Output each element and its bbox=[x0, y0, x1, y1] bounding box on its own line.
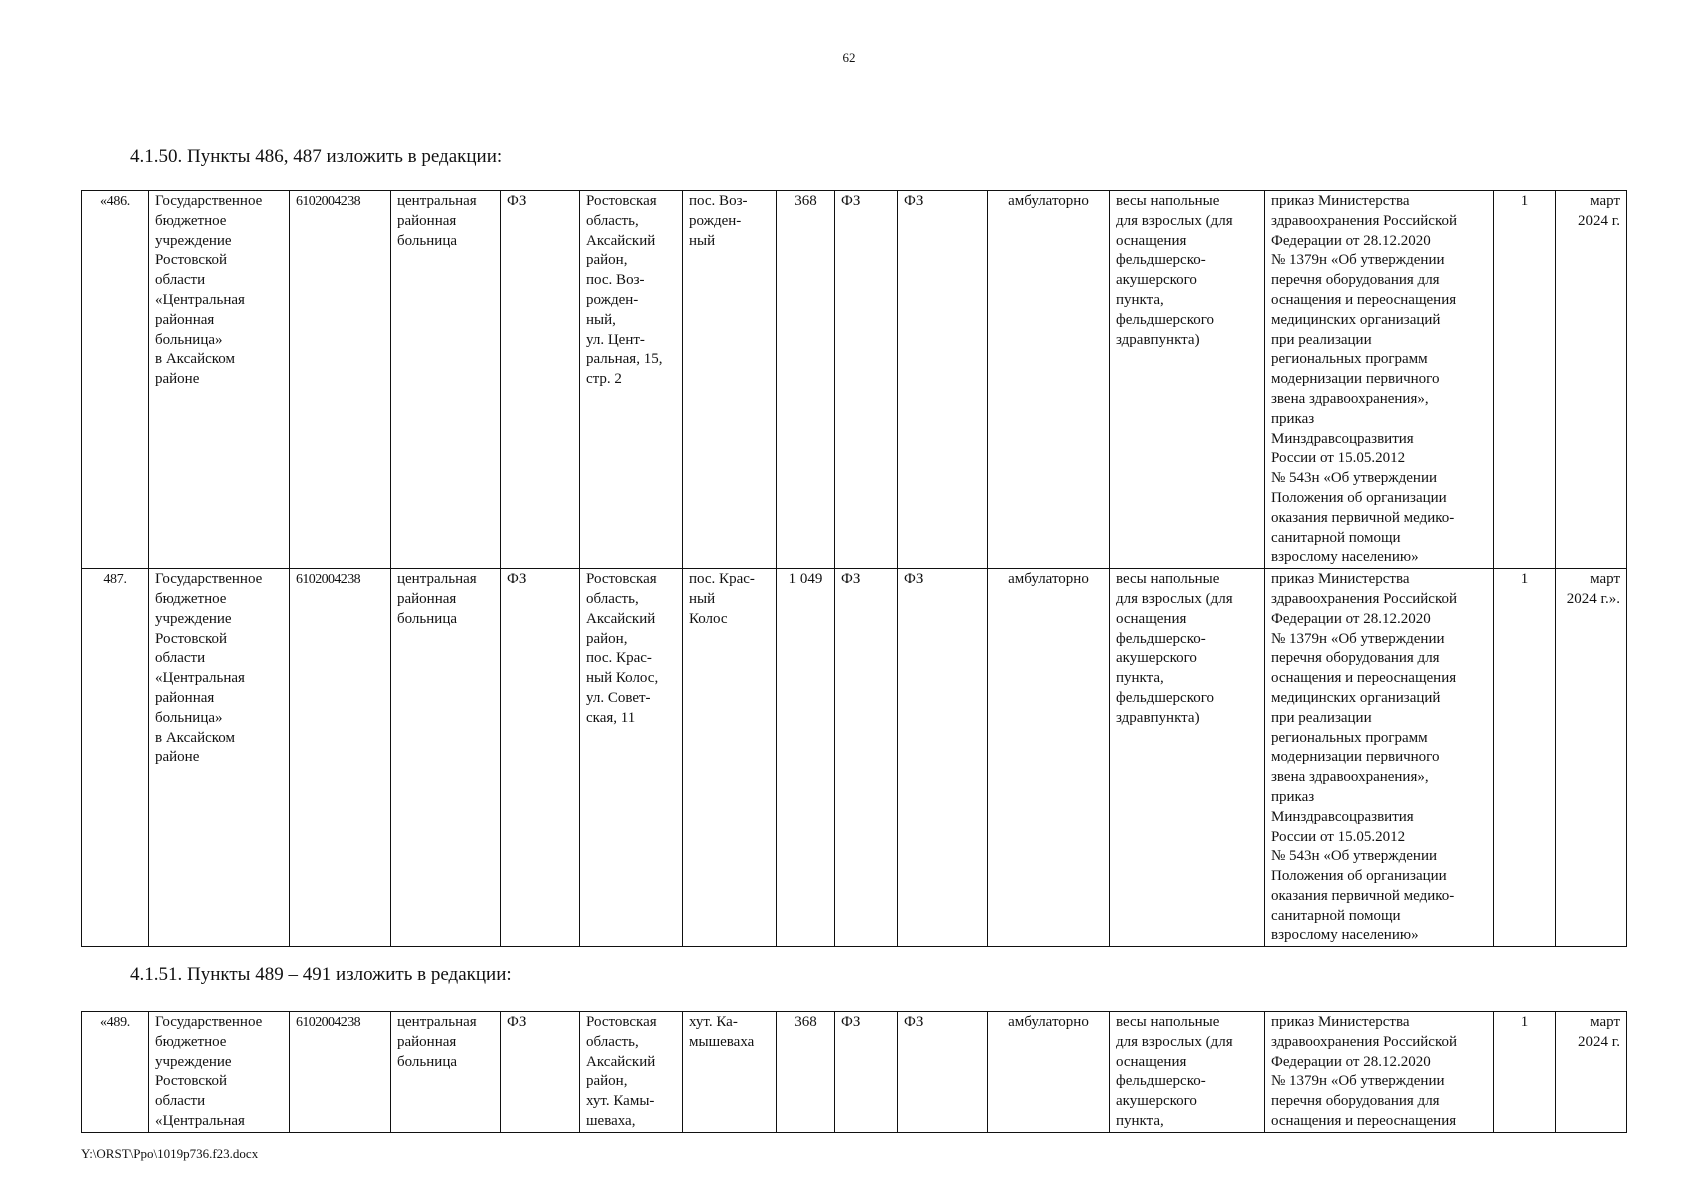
population-cell: 368 bbox=[777, 1012, 835, 1133]
quantity-cell: 1 bbox=[1494, 191, 1556, 569]
legal-basis-cell: приказ Министерства здравоохранения Российской Федерации от 28.12.2020 № 1379н «Об утверждении перечня оборудования для оснащения и переоснащения bbox=[1265, 1012, 1494, 1133]
fz-cell: ФЗ bbox=[898, 191, 988, 569]
fz-cell: ФЗ bbox=[898, 1012, 988, 1133]
table-row bbox=[82, 191, 1627, 569]
inn-cell: 6102004238 bbox=[290, 1012, 391, 1133]
equipment-table bbox=[81, 1011, 1627, 1133]
quantity-cell: 1 bbox=[1494, 1012, 1556, 1133]
population-cell: 368 bbox=[777, 191, 835, 569]
page-number: 62 bbox=[842, 50, 856, 65]
fz-cell: ФЗ bbox=[501, 1012, 580, 1133]
settlement-cell: пос. Крас- ный Колос bbox=[683, 569, 777, 947]
address-cell: Ростовская область, Аксайский район, пос. Воз- рожден- ный, ул. Цент- ральная, 15, стр. 2 bbox=[580, 191, 683, 569]
fz-cell: ФЗ bbox=[898, 569, 988, 947]
care-mode-cell: амбулаторно bbox=[988, 569, 1110, 947]
fz-cell: ФЗ bbox=[835, 191, 898, 569]
fz-cell: ФЗ bbox=[835, 569, 898, 947]
address-cell: Ростовская область, Аксайский район, пос. Крас- ный Колос, ул. Совет- ская, 11 bbox=[580, 569, 683, 947]
footer-file-path: Y:\ORST\Ppo\1019p736.f23.docx bbox=[81, 1146, 259, 1161]
legal-basis-cell: приказ Министерства здравоохранения Российской Федерации от 28.12.2020 № 1379н «Об утверждении перечня оборудования для оснащения и переоснащения медицинских организаций при реализации региональных программ модернизации первичного звена здравоохранения», приказ Минздравсоцразвития России от 15.05.2012 № 543н «Об утверждении Положения об организации оказания первичной медико- санитарной помощи взрослому населению» bbox=[1265, 569, 1494, 947]
population-cell: 1 049 bbox=[777, 569, 835, 947]
table-row bbox=[82, 569, 1627, 947]
equipment-table bbox=[81, 190, 1627, 947]
row-number: «486. bbox=[82, 191, 149, 569]
equipment-cell: весы напольные для взрослых (для оснащения фельдшерско- акушерского пункта, bbox=[1110, 1012, 1265, 1133]
equipment-cell: весы напольные для взрослых (для оснащения фельдшерско- акушерского пункта, фельдшерского здравпункта) bbox=[1110, 191, 1265, 569]
row-number: «489. bbox=[82, 1012, 149, 1133]
organization-name: Государственное бюджетное учреждение Ростовской области «Центральная районная больница» в Аксайском районе bbox=[149, 569, 290, 947]
section-heading: 4.1.50. Пункты 486, 487 изложить в редакции: bbox=[130, 146, 503, 167]
row-number: 487. bbox=[82, 569, 149, 947]
section-heading: 4.1.51. Пункты 489 – 491 изложить в редакции: bbox=[130, 964, 512, 985]
table-row bbox=[82, 1012, 1627, 1133]
inn-cell: 6102004238 bbox=[290, 569, 391, 947]
date-cell: март 2024 г. bbox=[1556, 1012, 1627, 1133]
fz-cell: ФЗ bbox=[501, 191, 580, 569]
quantity-cell: 1 bbox=[1494, 569, 1556, 947]
organization-name: Государственное бюджетное учреждение Ростовской области «Центральная bbox=[149, 1012, 290, 1133]
care-mode-cell: амбулаторно bbox=[988, 191, 1110, 569]
settlement-cell: пос. Воз- рожден- ный bbox=[683, 191, 777, 569]
settlement-cell: хут. Ка- мышеваха bbox=[683, 1012, 777, 1133]
organization-name: Государственное бюджетное учреждение Ростовской области «Центральная районная больница» в Аксайском районе bbox=[149, 191, 290, 569]
fz-cell: ФЗ bbox=[501, 569, 580, 947]
equipment-cell: весы напольные для взрослых (для оснащения фельдшерско- акушерского пункта, фельдшерского здравпункта) bbox=[1110, 569, 1265, 947]
organization-type: центральная районная больница bbox=[391, 191, 501, 569]
address-cell: Ростовская область, Аксайский район, хут. Камы- шеваха, bbox=[580, 1012, 683, 1133]
inn-cell: 6102004238 bbox=[290, 191, 391, 569]
care-mode-cell: амбулаторно bbox=[988, 1012, 1110, 1133]
fz-cell: ФЗ bbox=[835, 1012, 898, 1133]
legal-basis-cell: приказ Министерства здравоохранения Российской Федерации от 28.12.2020 № 1379н «Об утверждении перечня оборудования для оснащения и переоснащения медицинских организаций при реализации региональных программ модернизации первичного звена здравоохранения», приказ Минздравсоцразвития России от 15.05.2012 № 543н «Об утверждении Положения об организации оказания первичной медико- санитарной помощи взрослому населению» bbox=[1265, 191, 1494, 569]
date-cell: март 2024 г. bbox=[1556, 191, 1627, 569]
organization-type: центральная районная больница bbox=[391, 569, 501, 947]
date-cell: март 2024 г.». bbox=[1556, 569, 1627, 947]
organization-type: центральная районная больница bbox=[391, 1012, 501, 1133]
